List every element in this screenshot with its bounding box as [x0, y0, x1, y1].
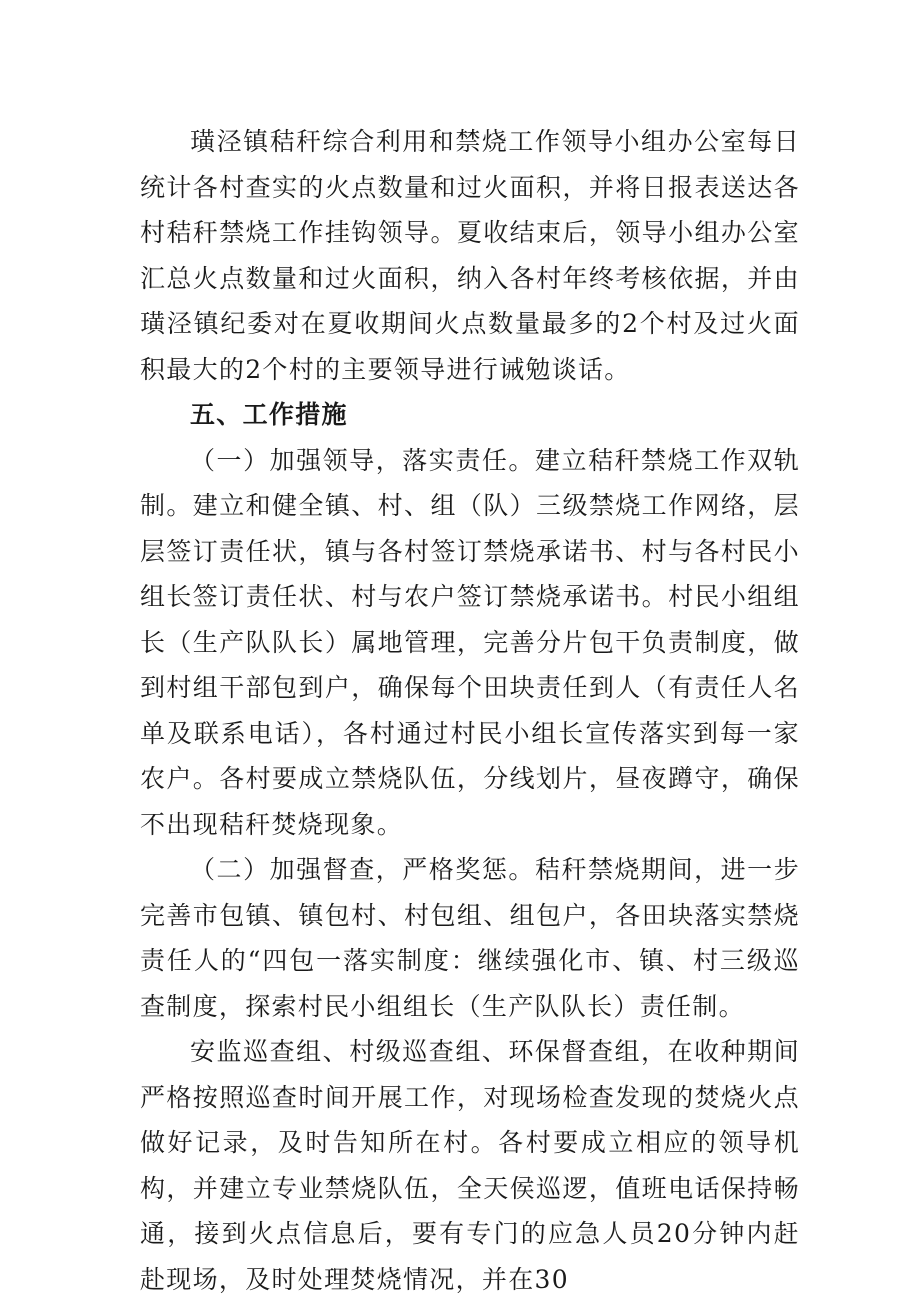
paragraph-inspection-groups: 安监巡查组、村级巡查组、环保督查组，在收种期间严格按照巡查时间开展工作，对现场检查发现的焚烧火点做好记录，及时告知所在村。各村要成立相应的领导机构，并建立专业禁烧队伍，全天侯巡逻，值班电话保持畅通，接到火点信息后，要有专门的应急人员20分钟内赶赴现场，及时处理焚烧情况，并在30 [140, 1037, 800, 1294]
document-body [140, 119, 800, 1302]
paragraph-strengthen-leadership: （一）加强领导，落实责任。建立秸秆禁烧工作双轨制。建立和健全镇、村、组（队）三级禁烧工作网络，层层签订责任状，镇与各村签订禁烧承诺书、村与各村民小组长签订责任状、村与农户签订禁烧承诺书。村民小组组长（生产队队长）属地管理，完善分片包干负责制度，做到村组干部包到户，确保每个田块责任到人（有责任人名单及联系电话），各村通过村民小组长宣传落实到每一家农户。各村要成立禁烧队伍，分线划片，昼夜蹲守，确保不出现秸秆焚烧现象。 [140, 445, 800, 839]
paragraph-strengthen-supervision: （二）加强督查，严格奖惩。秸秆禁烧期间，进一步完善市包镇、镇包村、村包组、组包户，各田块落实禁烧责任人的“四包一落实制度：继续强化市、镇、村三级巡查制度，探索村民小组组长（生产队队长）责任制。 [140, 855, 800, 1021]
paragraph-daily-statistics: 璜泾镇秸秆综合利用和禁烧工作领导小组办公室每日统计各村查实的火点数量和过火面积，并将日报表送达各村秸秆禁烧工作挂钩领导。夏收结束后，领导小组办公室汇总火点数量和过火面积，纳入各村年终考核依据，并由璜泾镇纪委对在夏收期间火点数量最多的2个村及过火面积最大的2个村的主要领导进行诫勉谈话。 [140, 127, 800, 384]
section-heading-work-measures: 五、工作措施 [190, 400, 348, 429]
